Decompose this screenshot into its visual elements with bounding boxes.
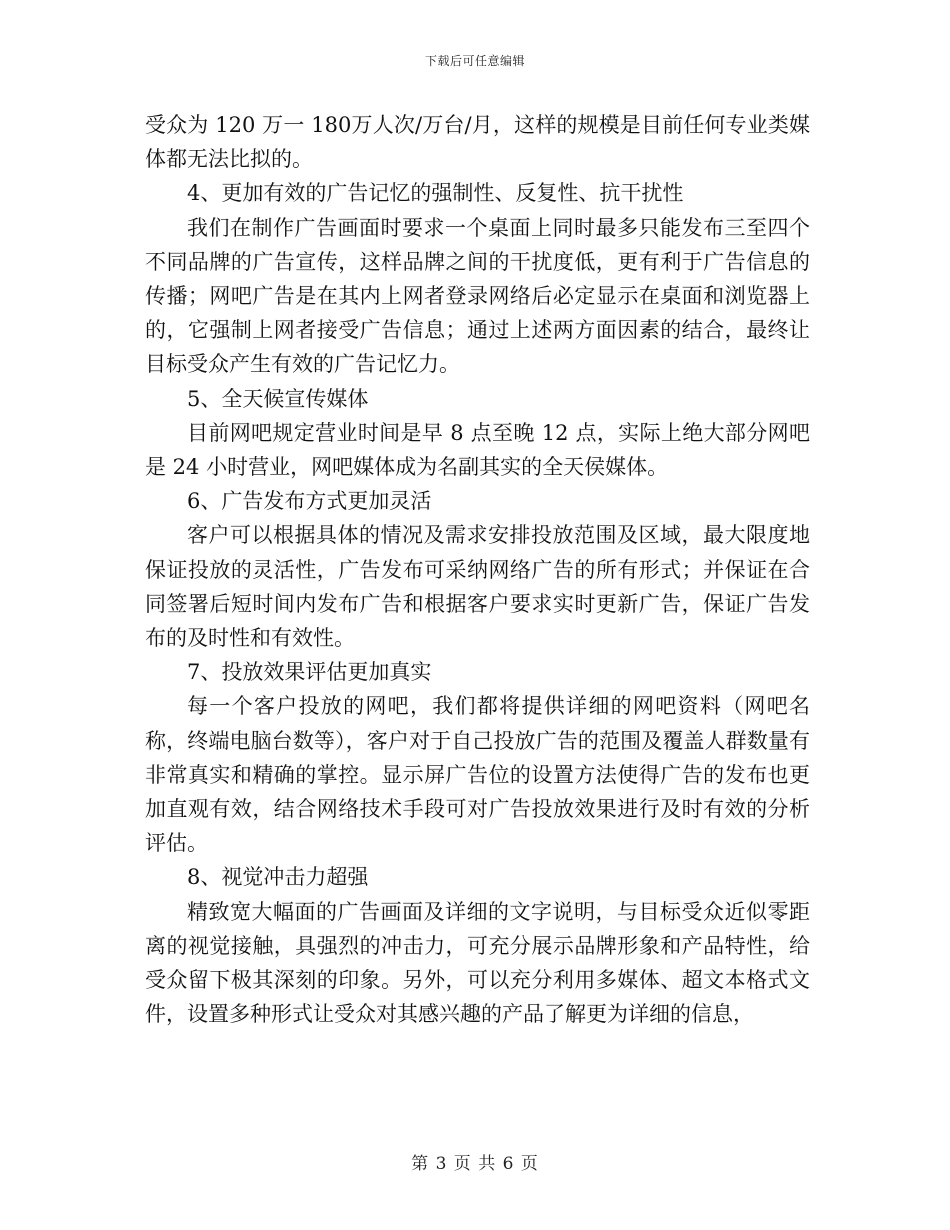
section-heading: 7、投放效果评估更加真实 bbox=[187, 660, 432, 685]
section-heading: 6、广告发布方式更加灵活 bbox=[187, 489, 432, 514]
page-header: 下载后可任意编辑 bbox=[424, 54, 525, 68]
paragraph: 我们在制作广告画面时要求一个桌面上同时最多只能发布三至四个不同品牌的广告宣传，这样品牌之间的干扰度低，更有利于广告信息的传播；网吧广告是在其内上网者登录网络后必定显示在桌面和浏览器上的，它强制上网者接受广告信息；通过上述两方面因素的结合，最终让目标受众产生有效的广告记忆力。 bbox=[145, 215, 810, 377]
paragraph: 每一个客户投放的网吧，我们都将提供详细的网吧资料（网吧名称，终端电脑台数等），客户对于自己投放广告的范围及覆盖人群数量有非常真实和精确的掌控。显示屏广告位的设置方法使得广告的发布也更加直观有效，结合网络技术手段可对广告投放效果进行及时有效的分析评估。 bbox=[145, 694, 810, 856]
paragraph: 客户可以根据具体的情况及需求安排投放范围及区域，最大限度地保证投放的灵活性，广告发布可采纳网络广告的所有形式；并保证在合同签署后短时间内发布广告和根据客户要求实时更新广告，保证广告发布的及时性和有效性。 bbox=[145, 523, 810, 651]
section-heading: 5、全天候宣传媒体 bbox=[187, 386, 369, 411]
paragraph: 精致宽大幅面的广告画面及详细的文字说明，与目标受众近似零距离的视觉接触，具强烈的冲击力，可充分展示品牌形象和产品特性，给受众留下极其深刻的印象。另外，可以充分利用多媒体、超文本格式文件，设置多种形式让受众对其感兴趣的产品了解更为详细的信息， bbox=[145, 899, 810, 1027]
section-heading: 4、更加有效的广告记忆的强制性、反复性、抗干扰性 bbox=[187, 181, 684, 206]
document-body bbox=[145, 108, 810, 1031]
paragraph: 目前网吧规定营业时间是早 8 点至晚 12 点，实际上绝大部分网吧是 24 小时营业，网吧媒体成为名副其实的全天侯媒体。 bbox=[145, 420, 810, 480]
page-footer: 第 3 页 共 6 页 bbox=[411, 1154, 539, 1174]
section-heading: 8、视觉冲击力超强 bbox=[187, 865, 369, 890]
paragraph: 受众为 120 万一 180万人次/万台/月，这样的规模是目前任何专业类媒体都无法比拟的。 bbox=[145, 113, 810, 172]
